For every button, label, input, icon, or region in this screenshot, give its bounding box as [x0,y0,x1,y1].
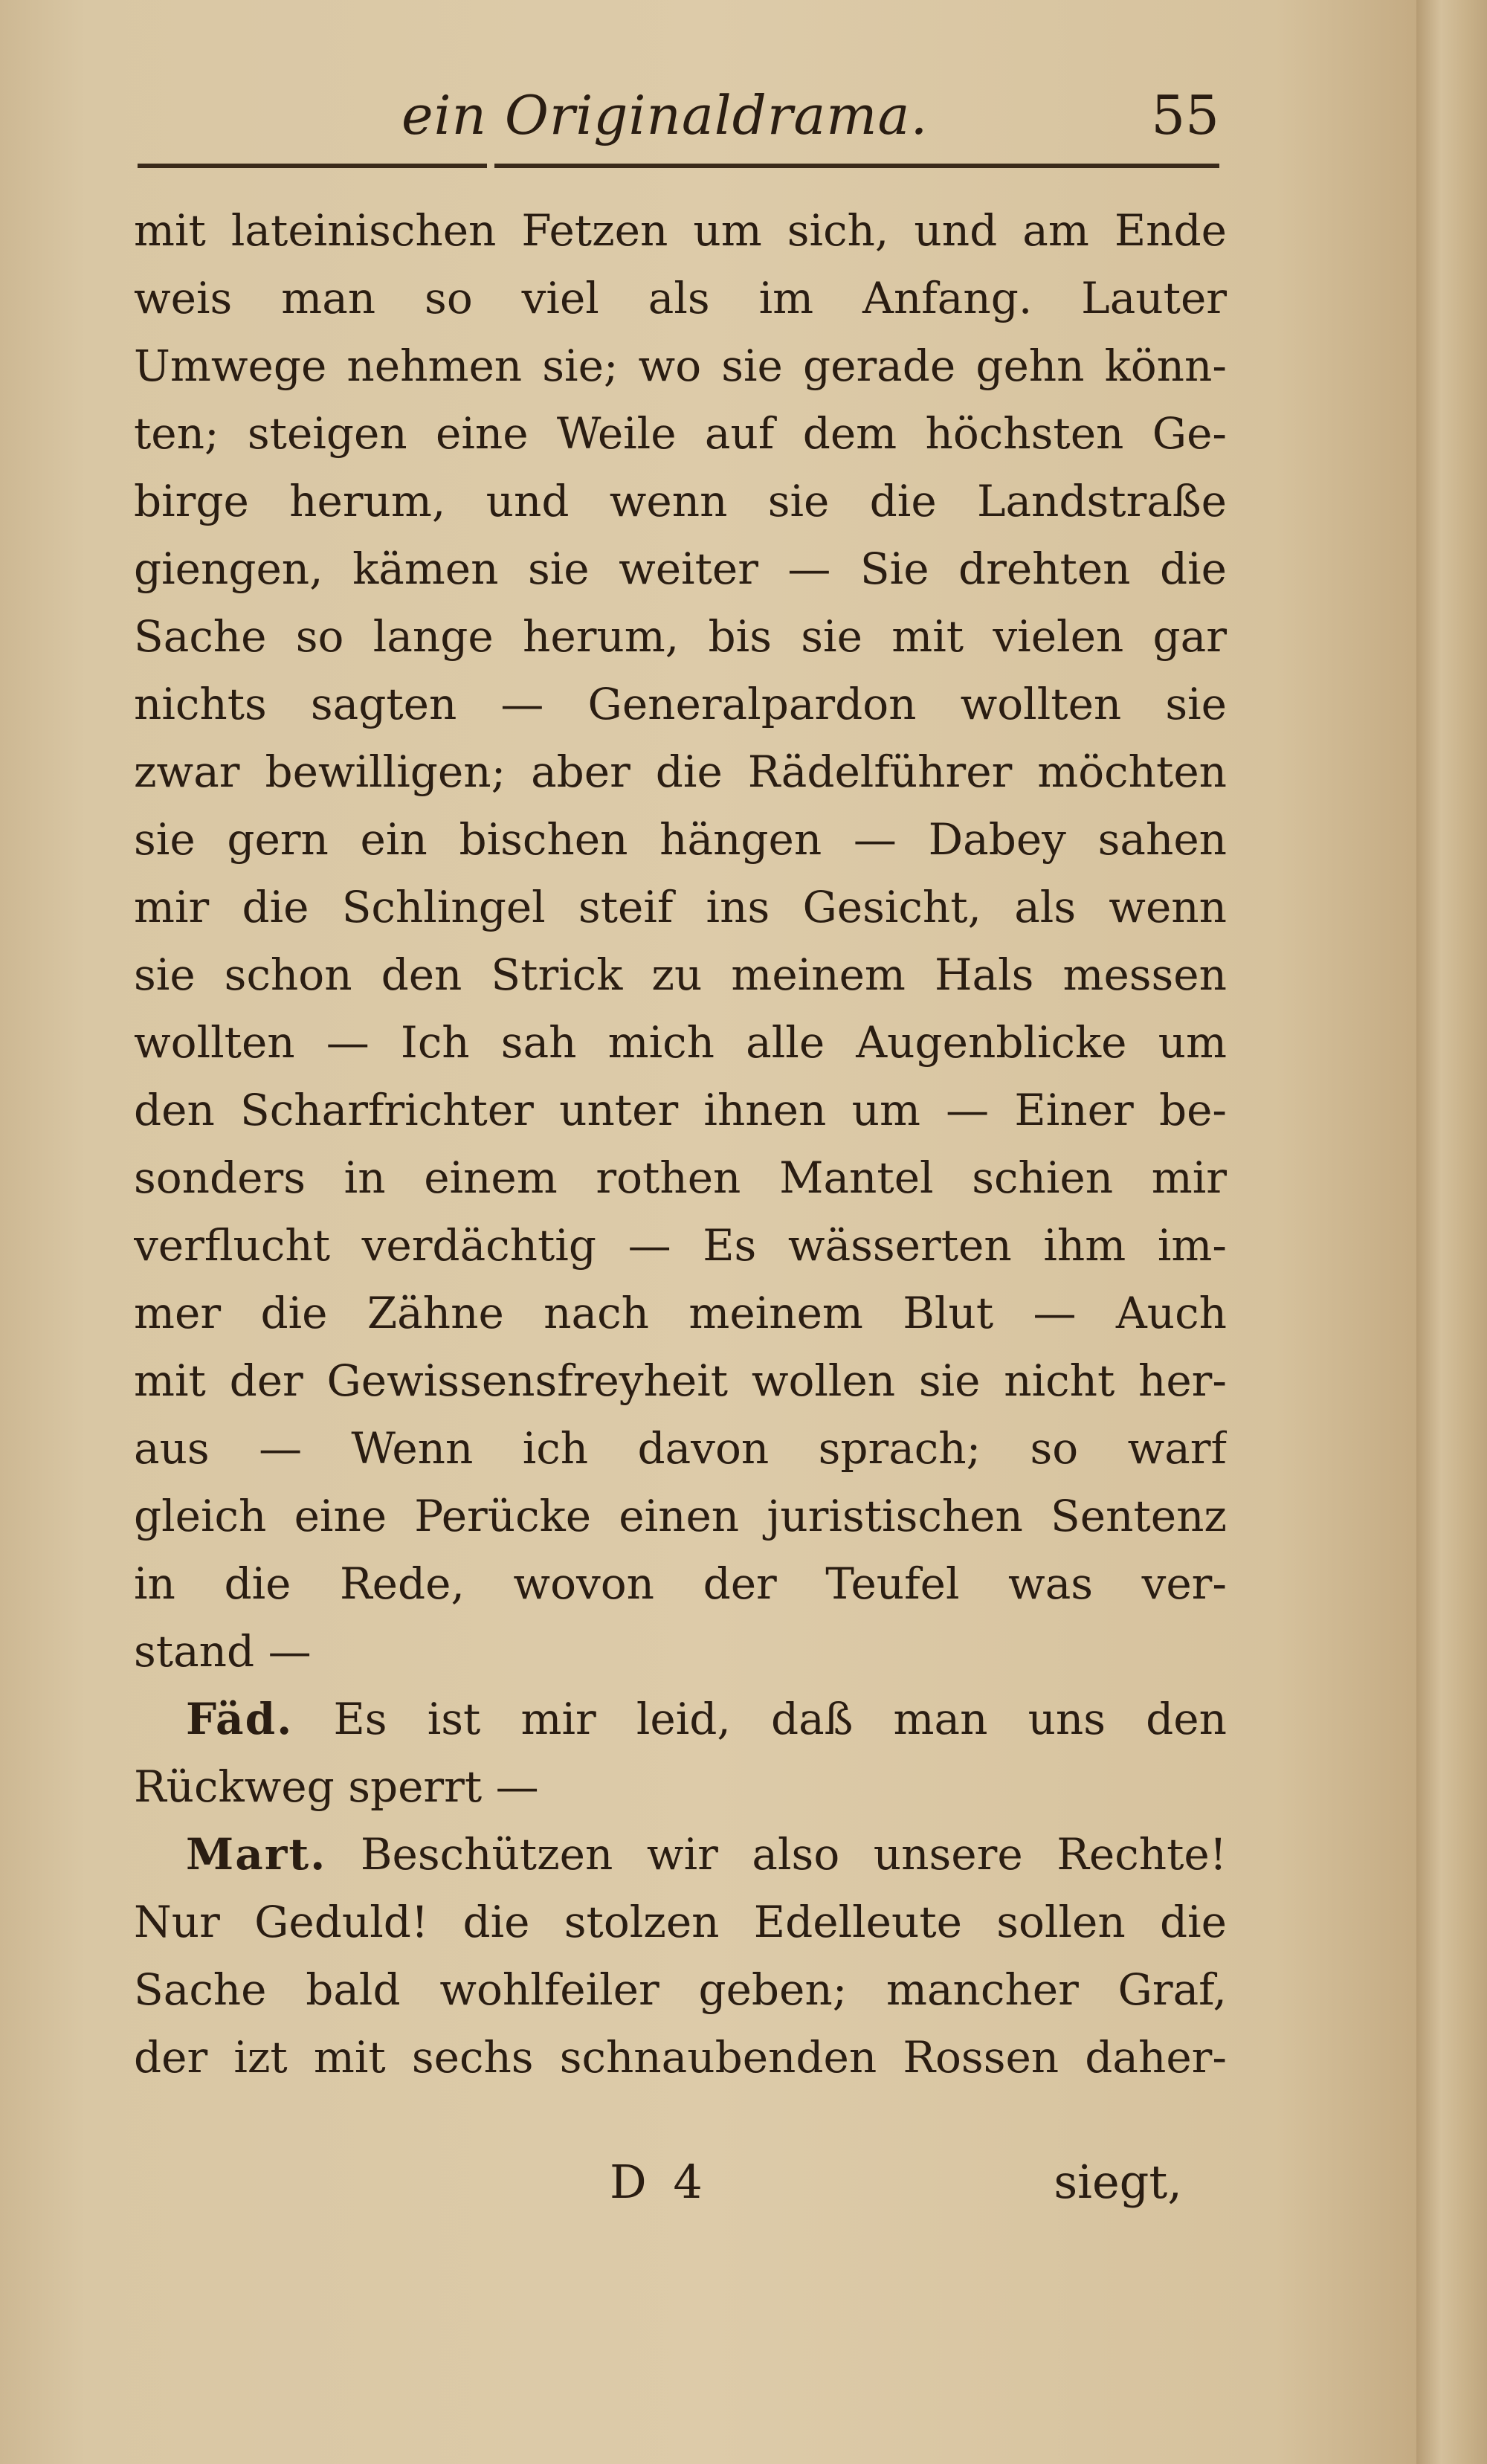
speech-text: Es ist mir leid, daß man uns den [333,1694,1227,1744]
speech-line: Sache bald wohlfeiler geben; mancher Graf, [134,1964,1227,2015]
speech-text: Beschützen wir also unsere Rechte! [360,1829,1227,1880]
text-line: ten; steigen eine Weile auf dem höchsten Ge- [134,408,1227,459]
text-line: sie gern ein bischen hängen — Dabey sahen [134,814,1227,865]
text-line: Sache so lange herum, bis sie mit vielen gar [134,611,1227,662]
text-line: mer die Zähne nach meinem Blut — Auch [134,1288,1227,1338]
page-footer [134,2141,1227,2223]
text-line: verflucht verdächtig — Es wässerten ihm im- [134,1220,1227,1271]
text-line: birge herum, und wenn sie die Landstraße [134,476,1227,526]
speaker-name: Fäd. [186,1694,294,1744]
speech-line: Nur Geduld! die stolzen Edelleute sollen die [134,1897,1227,1947]
speech-line: der izt mit sechs schnaubenden Rossen daher- [134,2032,1227,2083]
text-line: weis man so viel als im Anfang. Lauter [134,273,1227,323]
text-line: den Scharfrichter unter ihnen um — Einer be- [134,1085,1227,1135]
page-number: 55 [1151,84,1219,146]
text-line: wollten — Ich sah mich alle Augenblicke um [134,1017,1227,1068]
text-line: nichts sagten — Generalpardon wollten sie [134,679,1227,729]
signature-mark: D 4 [610,2155,709,2209]
text-line: sie schon den Strick zu meinem Hals messen [134,949,1227,1000]
header-rule [138,164,1219,168]
text-line: Umwege nehmen sie; wo sie gerade gehn könn- [134,341,1227,391]
text-line: mir die Schlingel steif ins Gesicht, als wenn [134,882,1227,932]
book-gutter [1416,0,1487,2464]
catchword: siegt, [1054,2155,1182,2209]
speech-line [134,1821,1227,1889]
text-line: stand — [134,1626,312,1677]
speaker-name: Mart. [186,1829,327,1880]
body-text [134,197,1227,2092]
page-header [134,74,1219,156]
text-line: gleich eine Perücke einen juristischen Sentenz [134,1491,1227,1541]
speech-line [134,1686,1227,1753]
text-line: in die Rede, wovon der Teufel was ver- [134,1558,1227,1609]
text-line: mit der Gewissensfreyheit wollen sie nicht her- [134,1355,1227,1406]
text-line: giengen, kämen sie weiter — Sie drehten die [134,544,1227,594]
text-line: zwar bewilligen; aber die Rädelführer möchten [134,746,1227,797]
text-line: sonders in einem rothen Mantel schien mir [134,1152,1227,1203]
running-title: ein Originaldrama. [401,84,929,146]
speech-line: Rückweg sperrt — [134,1761,539,1812]
text-line: aus — Wenn ich davon sprach; so warf [134,1423,1227,1474]
text-line: mit lateinischen Fetzen um sich, und am Ende [134,205,1227,256]
